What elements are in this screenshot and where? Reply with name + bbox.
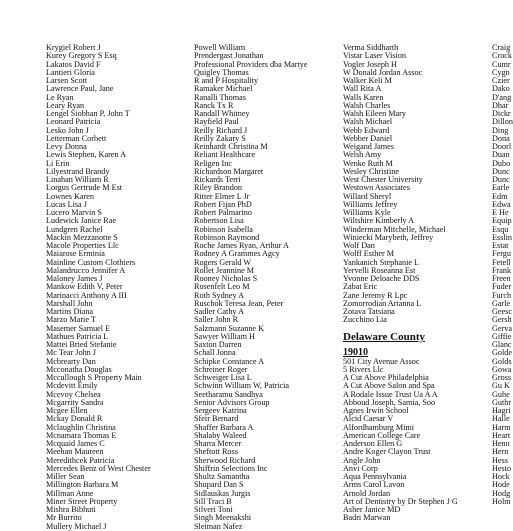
listing-entry: Mcnamara Thomas E bbox=[46, 430, 117, 440]
listing-entry: Rosenfelt Leo M bbox=[194, 282, 250, 292]
listing-entry: Gerva bbox=[492, 323, 513, 333]
listing-entry: Marzo Marie T bbox=[46, 315, 96, 325]
listing-entry: Henn bbox=[492, 439, 510, 448]
listing-entry: D'ang bbox=[492, 92, 512, 102]
listing-entry: Mclaughlin Christina bbox=[46, 422, 116, 432]
listing-entry: Glanc bbox=[492, 340, 512, 349]
listing-entry: Prendergast Jonathan bbox=[194, 51, 264, 61]
listing-entry: Shupard Dan S bbox=[194, 480, 244, 490]
listing-entry: Angle John bbox=[343, 455, 381, 465]
listing-entry: Czier bbox=[492, 76, 510, 85]
listing-column-1 bbox=[46, 44, 186, 531]
listing-entry: Fuder bbox=[492, 282, 512, 292]
listing-entry: Alfordhamburg Mimi bbox=[343, 422, 415, 432]
listing-entry: Roche James Ryan, Arthur A bbox=[194, 241, 289, 250]
listing-entry: Duan bbox=[492, 150, 510, 160]
listing-entry: Robinson Raymond bbox=[194, 232, 260, 242]
listing-entry: Wolf Dan bbox=[343, 241, 375, 250]
listing-entry: Millman Anne bbox=[46, 488, 94, 498]
listing-entry: Reilly Zakary S bbox=[194, 133, 246, 143]
listing-entry: Mcgarrity Sandra bbox=[46, 397, 104, 407]
listing-entry: A Cut Above Salon and Spa bbox=[343, 381, 435, 391]
listing-entry: Lantieri Gloria bbox=[46, 67, 95, 77]
listing-entry: Rooney Nicholas S bbox=[194, 274, 258, 283]
listing-entry: Lucas Lisa J bbox=[46, 199, 87, 209]
listing-entry: A Rodale Issue Trust Ua A A bbox=[343, 389, 438, 399]
listing-entry: Mcconatha Douglas bbox=[46, 364, 112, 374]
listing-entry: Lawrence Paul, Jane bbox=[46, 84, 114, 94]
listing-entry: Macole Properties Llc bbox=[46, 241, 119, 250]
listing-entry: Mankow Edith V, Peter bbox=[46, 282, 123, 292]
listing-entry: Westown Associates bbox=[343, 183, 410, 193]
listing-entry: Walsh Charles bbox=[343, 100, 391, 110]
listing-entry: Marinacci Anthony A III bbox=[46, 290, 127, 300]
listing-entry: Singh Meenakshi bbox=[194, 513, 252, 523]
listing-entry: Ramaker Michael bbox=[194, 84, 253, 94]
listing-entry: Hode bbox=[492, 480, 510, 490]
listing-entry: Marshall John bbox=[46, 298, 93, 308]
listing-entry: Linahan William R bbox=[46, 175, 109, 184]
listing-entry: Larsen Scott bbox=[46, 76, 88, 85]
listing-entry: Mccullough S Property Main bbox=[46, 373, 142, 382]
listing-entry: Ritter Elmer L Jr bbox=[194, 191, 250, 201]
listing-entry: Halle bbox=[492, 414, 510, 424]
listing-entry: Leary Ryan bbox=[46, 100, 85, 110]
listing-entry: Esslin bbox=[492, 232, 513, 242]
listing-entry: Dhar bbox=[492, 100, 509, 110]
listing-entry: Silveri Toni bbox=[194, 505, 233, 514]
listing-entry: Rodney A Grammes Agcy bbox=[194, 249, 280, 259]
listing-entry: West Chester University bbox=[343, 175, 423, 184]
listing-entry: Arms Carol Lavon bbox=[343, 480, 405, 490]
listing-entry: Arnold Jordan bbox=[343, 488, 391, 498]
listing-entry: Ludewick Janice Rae bbox=[46, 216, 117, 226]
listing-entry: Ranck Tx R bbox=[194, 100, 234, 110]
listing-entry: Weigand James bbox=[343, 142, 394, 151]
listing-entry: Wenke Ruth M bbox=[343, 158, 393, 168]
listing-entry: Rogers Gerald W bbox=[194, 257, 252, 267]
listing-entry: Mercedes Benz of West Chester bbox=[46, 463, 151, 473]
listing-entry: Maloney James J bbox=[46, 274, 103, 283]
listing-entry: Walker Keli M bbox=[343, 76, 392, 85]
listing-entry: Kurey Gregory S Esq bbox=[46, 51, 117, 61]
listing-entry: Lengel Siobhan P, John T bbox=[46, 109, 130, 118]
listing-entry: Meredithcek Patricia bbox=[46, 455, 115, 465]
listing-entry: Sharra Mercer bbox=[194, 439, 242, 448]
listing-entry: Walls Karen bbox=[343, 92, 384, 102]
listing-entry: Powell William bbox=[194, 43, 246, 52]
listing-entry: Letterman Corbett bbox=[46, 133, 107, 143]
listing-entry: Dona bbox=[492, 133, 510, 143]
listing-entry: Schall Jonna bbox=[194, 348, 236, 358]
listing-entry: Lesko John J bbox=[46, 125, 89, 135]
listing-entry: Lundgren Rachel bbox=[46, 224, 103, 234]
listing-entry: Leonard Patricia bbox=[46, 117, 101, 127]
listing-entry: Mcbrearty Dan bbox=[46, 356, 96, 366]
listing-entry: Fergu bbox=[492, 249, 511, 259]
listing-entry: Riley Brandon bbox=[194, 183, 242, 193]
listing-entry: Giffie bbox=[492, 331, 512, 341]
listing-entry: Abboud Joseph, Samia, Soo bbox=[343, 397, 436, 407]
listing-entry: Hesto bbox=[492, 463, 512, 473]
listing-entry: Holm bbox=[492, 496, 511, 506]
listing-entry: Mcquaid James C bbox=[46, 439, 105, 448]
listing-entry: Rayfield Paul bbox=[194, 117, 239, 127]
listing-entry: Shalaby Waleed bbox=[194, 430, 247, 440]
listing-entry: Mishra Bibhuti bbox=[46, 505, 96, 514]
zip-heading: 19010 bbox=[343, 347, 368, 359]
listing-entry: Rollet Jeannine M bbox=[194, 265, 255, 275]
listing-entry: Wiltshire Kimberly A bbox=[343, 216, 415, 226]
listing-entry: R and P Hospitality bbox=[194, 76, 259, 85]
listing-entry: Schreiner Roger bbox=[194, 364, 248, 374]
listing-entry: Hern bbox=[492, 447, 509, 457]
listing-entry: Harm bbox=[492, 422, 511, 432]
listing-entry: Dunc bbox=[492, 166, 510, 176]
listing-entry: Equip bbox=[492, 216, 512, 226]
listing-entry: Geesc bbox=[492, 307, 513, 316]
listing-entry: Cygn bbox=[492, 67, 510, 77]
listing-entry: Wall Rita A bbox=[343, 84, 382, 94]
listing-entry: Shaffer Barbara A bbox=[194, 422, 254, 432]
listing-entry: Reinhardt Christina M bbox=[194, 142, 268, 151]
listing-entry: Dillon bbox=[492, 117, 513, 127]
listing-entry: Saxton Darren bbox=[194, 340, 242, 349]
listing-entry: Gu K bbox=[492, 381, 510, 391]
listing-entry: Earle bbox=[492, 183, 510, 193]
listing-entry: Winiecki Marybeth, Jeffrey bbox=[343, 232, 434, 242]
listing-entry: Mcgee Ellen bbox=[46, 406, 88, 415]
listing-entry: Mckay Donald R bbox=[46, 414, 103, 424]
listing-entry: Zomorrodian Arianna L bbox=[343, 298, 422, 308]
listing-entry: Lorgus Gertrude M Est bbox=[46, 183, 123, 193]
listing-entry: Dickr bbox=[492, 109, 511, 118]
listing-entry: Cumr bbox=[492, 59, 511, 69]
listing-entry: Martins Diana bbox=[46, 307, 94, 316]
listing-entry: Webb Edward bbox=[343, 125, 390, 135]
listing-entry: Sidlauskas Jurgis bbox=[194, 488, 251, 498]
listing-entry: Edwa bbox=[492, 199, 511, 209]
listing-entry: Richardson Margaret bbox=[194, 166, 264, 176]
listing-column-3 bbox=[343, 44, 483, 523]
listing-entry: Walsh Eileen Mary bbox=[343, 109, 407, 118]
listing-entry: Senior Advisors Group bbox=[194, 397, 270, 407]
listing-entry: Guhe bbox=[492, 389, 510, 399]
listing-entry: Saller John R bbox=[194, 315, 239, 325]
listing-entry: Gowa bbox=[492, 364, 512, 374]
listing-entry: Robert Fijan PhD bbox=[194, 199, 252, 209]
listing-entry: Doorl bbox=[492, 142, 512, 151]
listing-entry: Esqu bbox=[492, 224, 509, 234]
listing-entry: Aqua Pennsylvania bbox=[343, 472, 407, 481]
listing-entry: Krygiel Robert J bbox=[46, 43, 101, 52]
listing-entry: Li Erin bbox=[46, 158, 70, 168]
listing-entry: Fetell bbox=[492, 257, 511, 267]
listing-entry: Ruschok Teresa Jean, Peter bbox=[194, 298, 284, 308]
listing-entry: Seetharamu Sandhya bbox=[194, 389, 263, 399]
listing-entry: Ranalli Thomas bbox=[194, 92, 246, 102]
listing-entry: Wolff Esther M bbox=[343, 249, 395, 259]
listing-entry: Anderson Ellen G bbox=[343, 439, 403, 448]
listing-entry: Winderman Mitchelle, Michael bbox=[343, 224, 446, 234]
listing-entry: Le Ryan bbox=[46, 92, 74, 102]
listing-entry: Mathues Patricia L bbox=[46, 331, 109, 341]
listing-entry: Sherwood Richard bbox=[194, 455, 256, 465]
listing-entry: Hagri bbox=[492, 406, 511, 415]
listing-entry: Zucchino Lia bbox=[343, 315, 387, 325]
listing-entry: Agnes Irwin School bbox=[343, 406, 409, 415]
listing-entry: Vistar Laser Vision bbox=[343, 51, 406, 61]
listing-entry: Golds bbox=[492, 356, 512, 366]
listing-entry: Andre Koger Clayon Trust bbox=[343, 447, 431, 457]
listing-entry: Mcdevitt Emily bbox=[46, 381, 98, 391]
listing-entry: Golde bbox=[492, 348, 513, 358]
listing-entry: Meehan Maureen bbox=[46, 447, 104, 457]
listing-entry: Gersh bbox=[492, 315, 512, 325]
listing-column-2 bbox=[194, 44, 334, 531]
listing-entry: Lakatos David F bbox=[46, 59, 101, 69]
listing-entry: Robert Palmarino bbox=[194, 208, 252, 217]
listing-entry: Hodg bbox=[492, 488, 511, 498]
listing-entry: Anvi Corp bbox=[343, 463, 378, 473]
listing-column-4 bbox=[492, 44, 512, 506]
listing-entry: Mr Burrito bbox=[46, 513, 82, 523]
listing-entry: Alcid Caesar V bbox=[343, 414, 394, 424]
listing-entry: Guthr bbox=[492, 397, 512, 407]
listing-entry: Schwinn William W, Patricia bbox=[194, 381, 290, 391]
listing-entry: Sill Traci B bbox=[194, 496, 232, 506]
listing-entry: A Cut Above Philadelphia bbox=[343, 373, 429, 382]
listing-entry: Miller Sean bbox=[46, 472, 85, 481]
listing-entry: E He bbox=[492, 208, 509, 217]
listing-entry: American College Care bbox=[343, 430, 421, 440]
listing-entry: Sfeir Bernard bbox=[194, 414, 239, 424]
listing-entry: Lownes Karen bbox=[46, 191, 94, 201]
listing-entry: Frank bbox=[492, 265, 512, 275]
listing-entry: Webber Daniel bbox=[343, 133, 393, 143]
listing-entry: Gross bbox=[492, 373, 512, 382]
listing-entry: Professional Providers dba Martye bbox=[194, 59, 308, 69]
listing-entry: Reliant Healthcare bbox=[194, 150, 256, 160]
listing-entry: Malandrucco Jennifer A bbox=[46, 265, 126, 275]
listing-entry: Millington Barbara M bbox=[46, 480, 119, 490]
listing-entry: Quigley Thomas bbox=[194, 67, 249, 77]
listing-entry: Shiffrin Selections Inc bbox=[194, 463, 268, 473]
listing-entry: Hock bbox=[492, 472, 510, 481]
listing-entry: Sergeev Katrina bbox=[194, 406, 247, 415]
listing-entry: Shultz Samantha bbox=[194, 472, 250, 481]
listing-entry: Furch bbox=[492, 290, 512, 300]
listing-entry: Miner Street Property bbox=[46, 496, 118, 506]
listing-entry: Dako bbox=[492, 84, 510, 94]
listing-entry: Yvonne Deloache DDS bbox=[343, 274, 420, 283]
listing-entry: Lucero Marvin S bbox=[46, 208, 102, 217]
listing-entry: Wesley Christine bbox=[343, 166, 399, 176]
listing-entry: Mattei Bried Stefanie bbox=[46, 340, 117, 349]
listing-entry: Schweiger Lisa L bbox=[194, 373, 252, 382]
listing-entry: Yankanich Stephanie L bbox=[343, 257, 420, 267]
listing-entry: Lewis Stephen, Karen A bbox=[46, 150, 127, 160]
listing-entry: Reilly Richard J bbox=[194, 125, 248, 135]
listing-entry: Lilyestrand Brandy bbox=[46, 166, 110, 176]
listing-entry: Walsh Michael bbox=[343, 117, 393, 127]
county-heading: Delaware County bbox=[343, 330, 425, 343]
listing-entry: Sawyer William H bbox=[194, 331, 255, 341]
listing-entry: Roth Sydney A bbox=[194, 290, 245, 300]
listing-entry: Robinson Isabella bbox=[194, 224, 253, 234]
listing-entry: Mc Tear John J bbox=[46, 348, 96, 358]
listing-entry: Sleiman Nafez bbox=[194, 521, 243, 531]
listing-entry: Vogler Joseph H bbox=[343, 59, 397, 69]
listing-entry: Sadler Cathy A bbox=[194, 307, 245, 316]
listing-entry: Mackin Mezzanotte S bbox=[46, 232, 118, 242]
listing-entry: Garle bbox=[492, 298, 511, 308]
listing-entry: 5 Rivers Llc bbox=[343, 364, 384, 374]
listing-entry: Asher Janice MD bbox=[343, 505, 401, 514]
listing-entry: Robertson Lisa bbox=[194, 216, 244, 226]
listing-entry: Hess bbox=[492, 455, 508, 465]
listing-entry: Freen bbox=[492, 274, 511, 283]
listing-entry: Zabat Eric bbox=[343, 282, 378, 292]
listing-entry: Mcevoy Chelsea bbox=[46, 389, 101, 399]
listing-entry: Zotava Tatsiana bbox=[343, 307, 395, 316]
listing-entry: Zane Jeremy R Lpc bbox=[343, 290, 408, 300]
listing-entry: Welsh Amy bbox=[343, 150, 382, 160]
listing-entry: W Donald Jordan Assoc bbox=[343, 67, 423, 77]
listing-entry: Ding bbox=[492, 125, 509, 135]
listing-entry: Williams Jeffrey bbox=[343, 199, 398, 209]
listing-entry: Edm bbox=[492, 191, 508, 201]
listing-entry: 501 City Avenue Assoc bbox=[343, 356, 420, 366]
listing-entry: Maiarose Erminia bbox=[46, 249, 105, 259]
listing-entry: Rickards Terri bbox=[194, 175, 241, 184]
listing-entry: Salzmann Suzanne K bbox=[194, 323, 265, 333]
listing-entry: Dunc bbox=[492, 175, 510, 184]
listing-entry: Badri Marwan bbox=[343, 513, 391, 523]
listing-entry: Schipke Constance A bbox=[194, 356, 265, 366]
listing-entry: Estat bbox=[492, 241, 509, 250]
listing-entry: Craig bbox=[492, 43, 511, 52]
listing-entry: Randall Whitney bbox=[194, 109, 250, 118]
listing-entry: Willard Sheryl bbox=[343, 191, 392, 201]
listing-entry: Yervelli Roseanna Est bbox=[343, 265, 416, 275]
listing-entry: Sheftott Ross bbox=[194, 447, 238, 457]
listing-entry: Art of Dentistry by Dr Stephen J G bbox=[343, 496, 458, 506]
listing-entry: Williams Kyle bbox=[343, 208, 391, 217]
listing-entry: Religen Inc bbox=[194, 158, 232, 168]
listing-entry: Mullery Michael J bbox=[46, 521, 107, 531]
listing-entry: Heart bbox=[492, 430, 511, 440]
listing-entry: Masemer Samuel E bbox=[46, 323, 111, 333]
listing-entry: Verma Siddharth bbox=[343, 43, 399, 52]
listing-entry: Levy Donna bbox=[46, 142, 87, 151]
listing-entry: Dubo bbox=[492, 158, 511, 168]
listing-entry: Mainline Custom Clothiers bbox=[46, 257, 136, 267]
listing-entry: Crock bbox=[492, 51, 513, 61]
